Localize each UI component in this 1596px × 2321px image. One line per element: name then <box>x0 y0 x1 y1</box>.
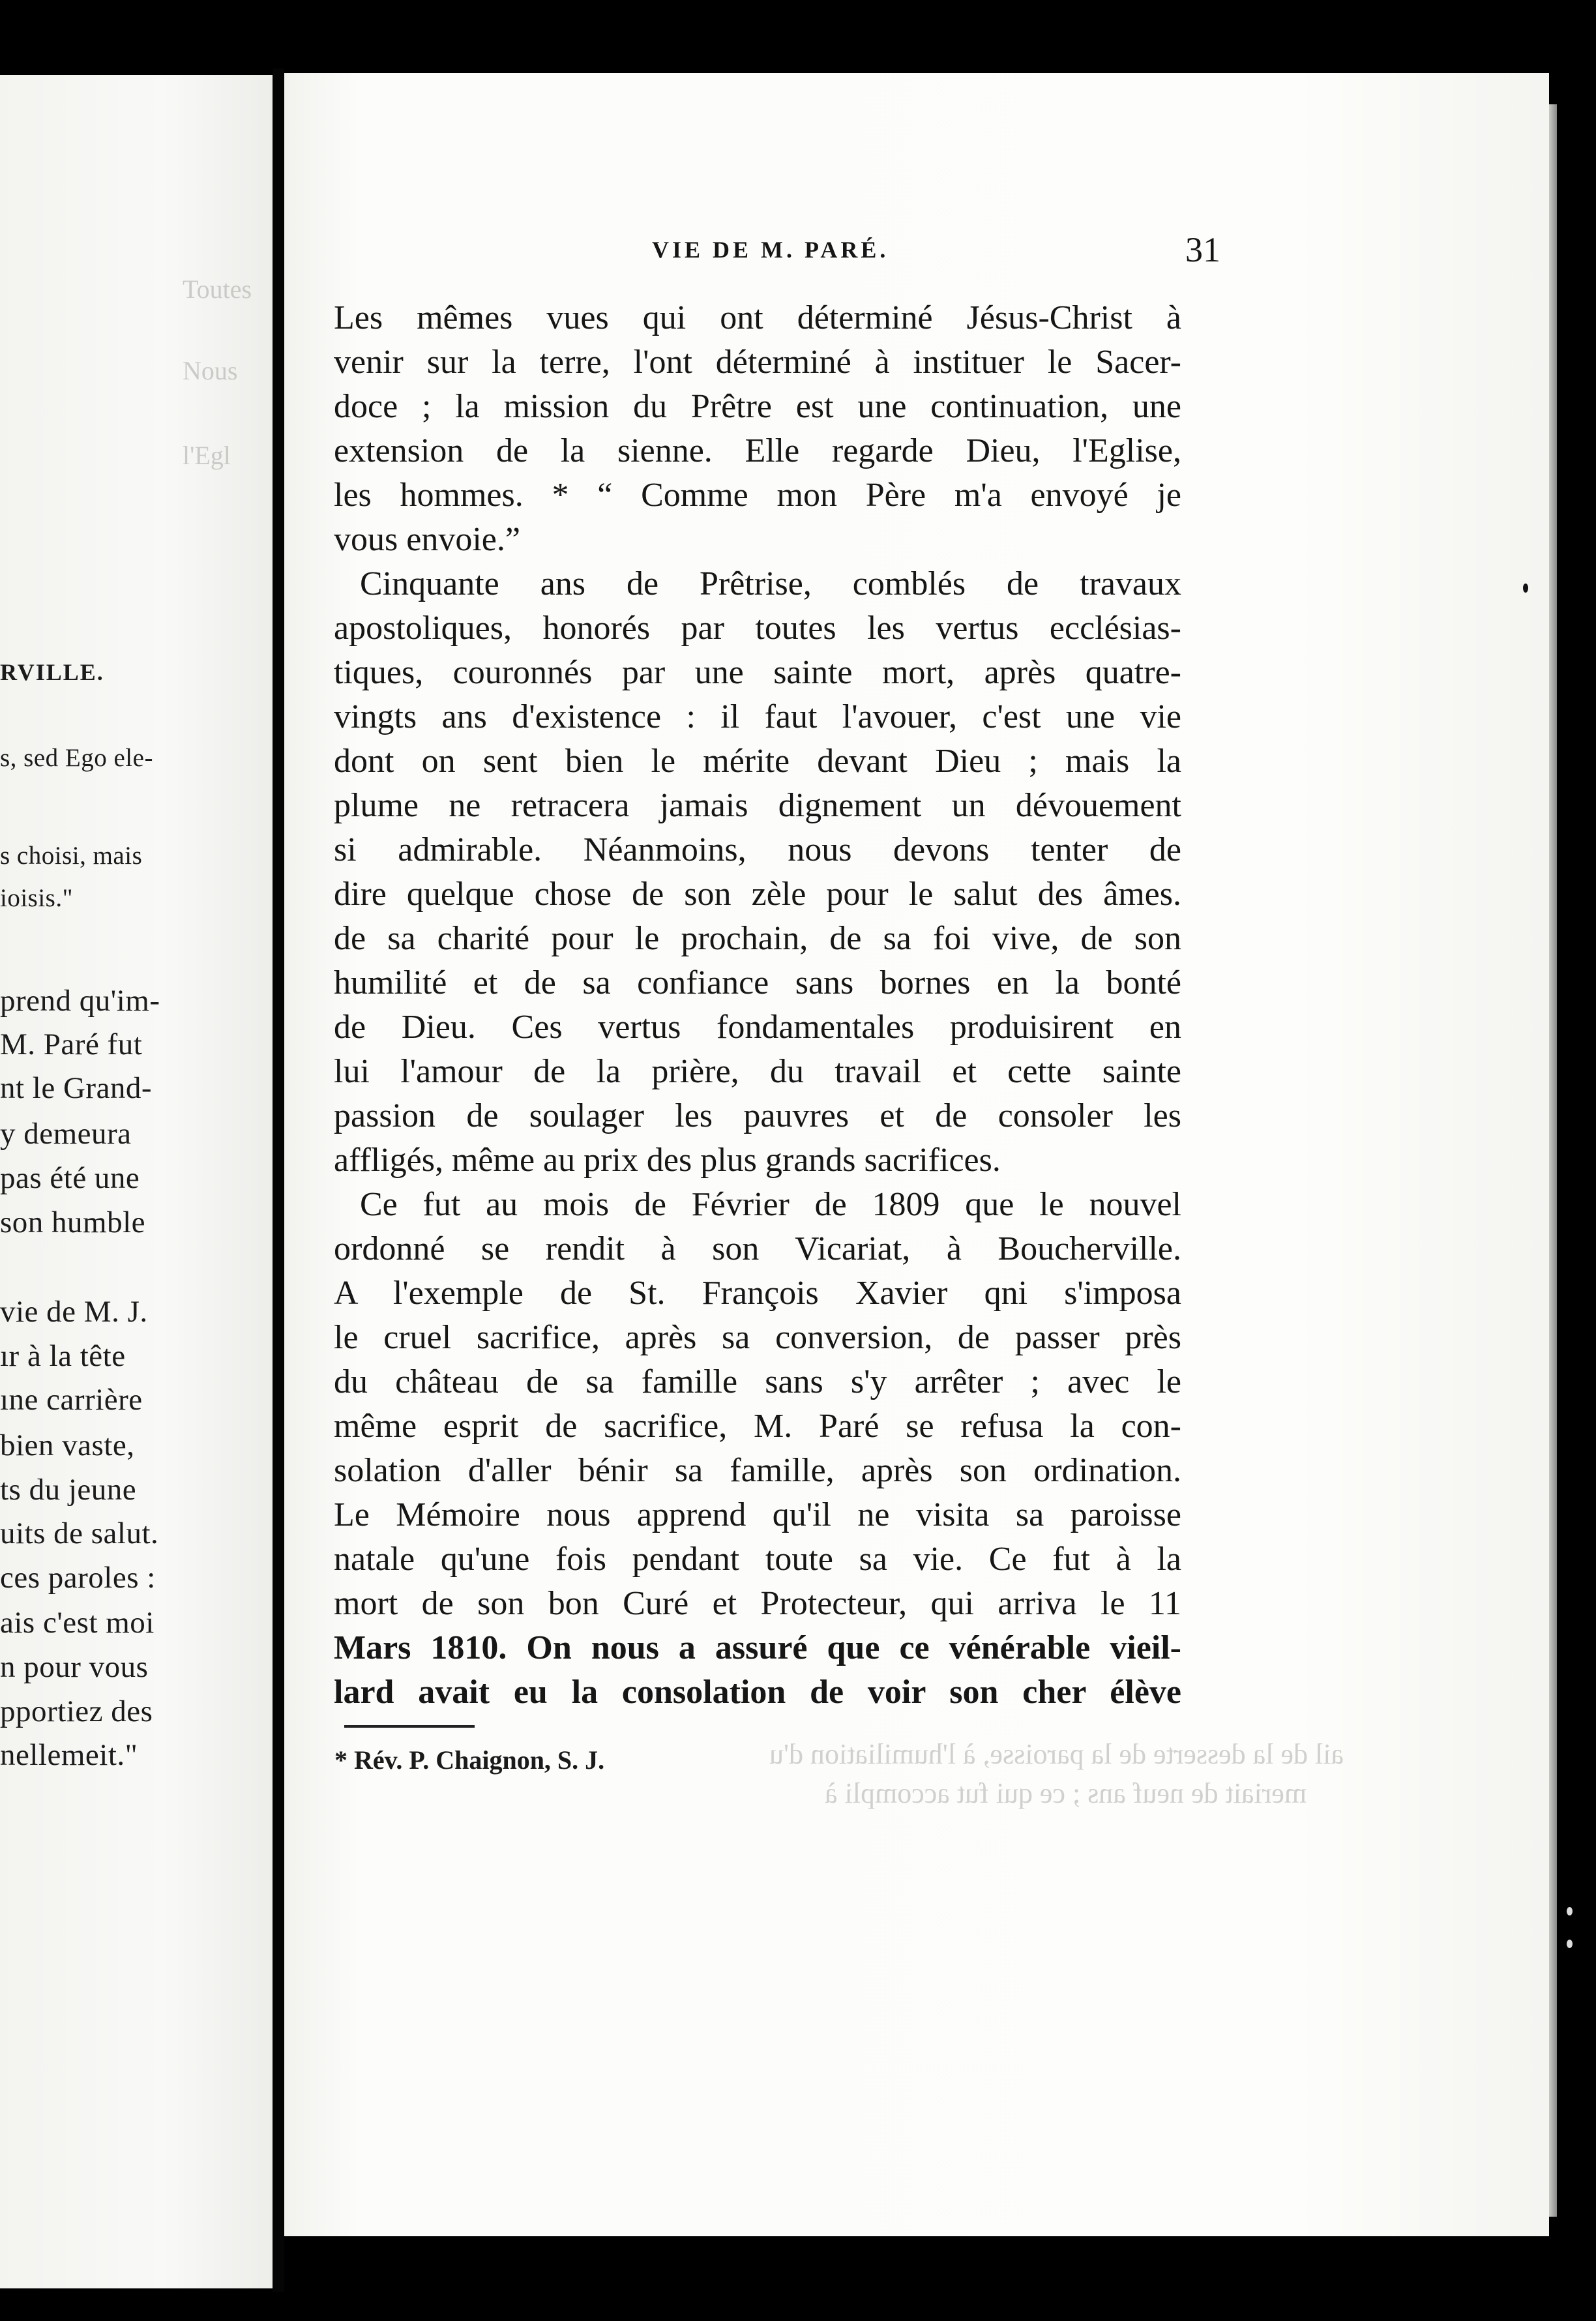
left-line: ioisis." <box>0 884 74 912</box>
text-line: si admirable. Néanmoins, nous devons tenter de <box>334 831 1181 868</box>
text-line: le cruel sacrifice, après sa conversion, de passer près <box>334 1319 1181 1356</box>
left-line: ces paroles : <box>0 1561 156 1595</box>
text-line: dire quelque chose de son zèle pour le salut des âmes. <box>334 876 1181 913</box>
scan-mark <box>1567 1907 1573 1915</box>
left-line: ts du jeune <box>0 1473 137 1507</box>
left-line: ır à la tête <box>0 1339 126 1373</box>
left-line: son humble <box>0 1205 146 1239</box>
text-line: humilité et de sa confiance sans bornes en la bonté <box>334 964 1181 1001</box>
running-head: VIE DE M. PARÉ. <box>652 237 889 263</box>
text-line: du château de sa famille sans s'y arrêter ; avec le <box>334 1363 1181 1400</box>
text-line: lard avait eu la consolation de voir son cher élève <box>334 1674 1181 1711</box>
text-line: venir sur la terre, l'ont déterminé à instituer le Sacer- <box>334 344 1181 381</box>
text-line: doce ; la mission du Prêtre est une continuation, une <box>334 388 1181 425</box>
bleed-text: meriait de neuf ans ; ce qui fut accompli à <box>825 1777 1307 1809</box>
page-edge <box>1549 104 1557 2217</box>
bleed-text: l'Egl <box>183 441 231 470</box>
text-line: Le Mémoire nous apprend qu'il ne visita sa paroisse <box>334 1496 1181 1533</box>
text-line: passion de soulager les pauvres et de consoler les <box>334 1097 1181 1134</box>
text-line: ordonné se rendit à son Vicariat, à Boucherville. <box>334 1230 1181 1267</box>
scan-mark <box>1523 584 1528 593</box>
page-gutter <box>273 68 284 2292</box>
text-line: même esprit de sacrifice, M. Paré se refusa la con- <box>334 1408 1181 1445</box>
text-line: Les mêmes vues qui ont déterminé Jésus-Christ à <box>334 299 1181 336</box>
text-line: Ce fut au mois de Février de 1809 que le nouvel <box>360 1186 1181 1223</box>
text-line: de Dieu. Ces vertus fondamentales produisirent en <box>334 1009 1181 1046</box>
left-line: y demeura <box>0 1117 132 1151</box>
left-line: n pour vous <box>0 1650 149 1684</box>
bleed-text: Nous <box>183 356 238 385</box>
text-line: vingts ans d'existence : il faut l'avouer, c'est une vie <box>334 698 1181 735</box>
text-line: plume ne retracera jamais dignement un dévouement <box>334 787 1181 824</box>
text-line: Cinquante ans de Prêtrise, comblés de travaux <box>360 565 1181 602</box>
left-line: M. Paré fut <box>0 1027 143 1061</box>
text-line: natale qu'une fois pendant toute sa vie. Ce fut à la <box>334 1541 1181 1578</box>
left-line: ais c'est moi <box>0 1606 155 1640</box>
bleed-text: ail de la desserte de la paroisse, à l'humiliation d'u <box>769 1738 1344 1770</box>
text-line: mort de son bon Curé et Protecteur, qui arriva le 11 <box>334 1585 1181 1622</box>
footnote-rule <box>344 1725 475 1728</box>
left-line: s choisi, mais <box>0 842 143 870</box>
left-line: pas été une <box>0 1161 140 1195</box>
text-line: Mars 1810. On nous a assuré que ce vénérable vieil- <box>334 1629 1181 1666</box>
left-line: vie de M. J. <box>0 1295 148 1329</box>
left-line: ıne carrière <box>0 1383 143 1417</box>
footnote: * Rév. P. Chaignon, S. J. <box>334 1745 605 1775</box>
left-line: s, sed Ego ele- <box>0 744 153 772</box>
text-line: solation d'aller bénir sa famille, après son ordination. <box>334 1452 1181 1489</box>
left-line: prend qu'im- <box>0 984 160 1018</box>
scan-mark <box>1567 1940 1573 1948</box>
text-line: les hommes. * “ Comme mon Père m'a envoyé je <box>334 477 1181 514</box>
text-line: dont on sent bien le mérite devant Dieu ; mais la <box>334 743 1181 780</box>
left-heading: RVILLE. <box>0 659 104 685</box>
left-line: uits de salut. <box>0 1516 159 1550</box>
left-line: bien vaste, <box>0 1428 135 1462</box>
text-line: extension de la sienne. Elle regarde Dieu, l'Eglise, <box>334 432 1181 469</box>
page-number: 31 <box>1185 230 1220 269</box>
text-line: de sa charité pour le prochain, de sa foi vive, de son <box>334 920 1181 957</box>
left-line: nt le Grand- <box>0 1071 153 1105</box>
text-line: tiques, couronnés par une sainte mort, après quatre- <box>334 654 1181 691</box>
text-line: affligés, même au prix des plus grands sacrifices. <box>334 1142 1001 1179</box>
left-line: pportiez des <box>0 1694 153 1728</box>
text-line: apostoliques, honorés par toutes les vertus ecclésias- <box>334 610 1181 647</box>
text-line: vous envoie.” <box>334 521 520 558</box>
bleed-text: Toutes <box>183 274 252 304</box>
left-line: nellemeit." <box>0 1738 138 1772</box>
text-line: A l'exemple de St. François Xavier qni s'imposa <box>334 1275 1181 1312</box>
text-line: lui l'amour de la prière, du travail et cette sainte <box>334 1053 1181 1090</box>
